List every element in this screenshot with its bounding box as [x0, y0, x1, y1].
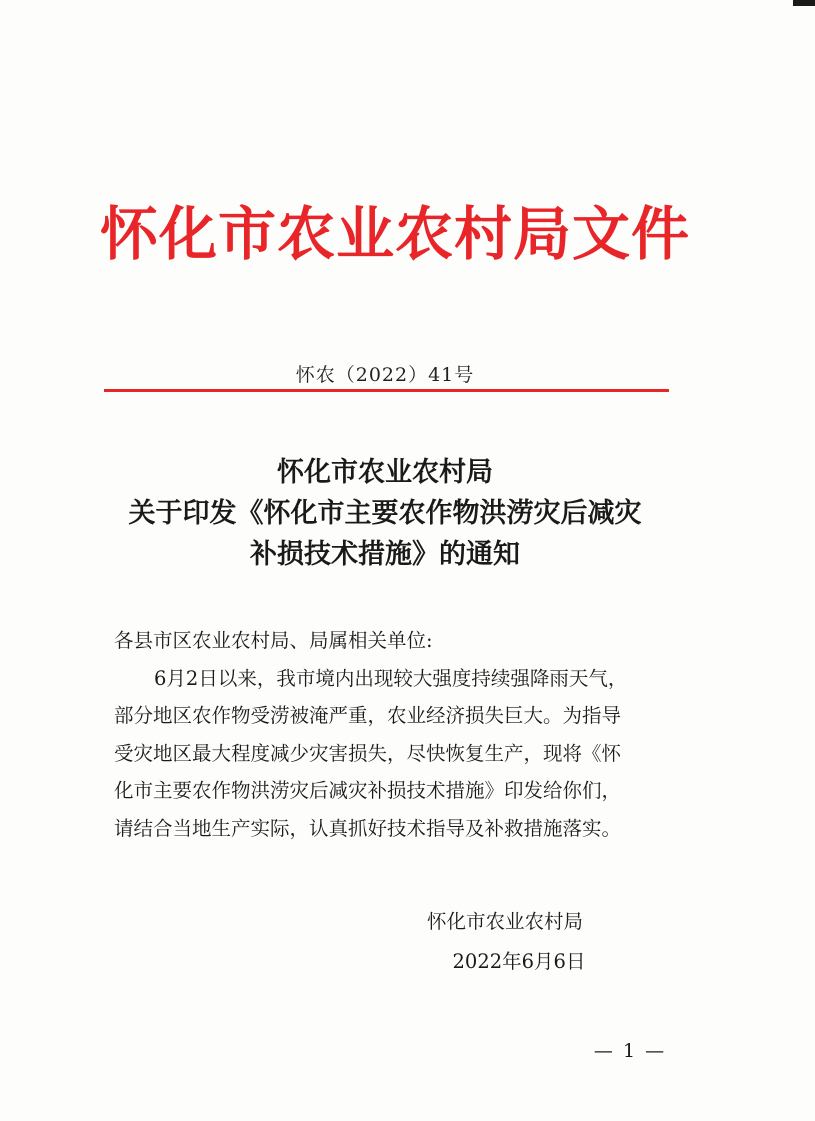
title-line-1: 怀化市农业农村局 [277, 457, 493, 488]
notice-body [114, 622, 674, 847]
red-divider-line [104, 389, 669, 392]
signature-organization: 怀化市农业农村局 [426, 910, 583, 933]
title-line-3: 补损技术措施》的通知 [250, 539, 520, 570]
paragraph-line-3: 受灾地区最大程度减少灾害损失，尽快恢复生产，现将《怀 [114, 741, 622, 765]
body-paragraph [114, 660, 674, 848]
paragraph-line-5: 请结合当地生产实际，认真抓好技术指导及补救措施落实。 [114, 816, 622, 840]
page-number: — 1 — [593, 1040, 667, 1062]
paragraph-line-2: 部分地区农作物受涝被淹严重，农业经济损失巨大。为指导 [114, 704, 622, 727]
signature-date: 2022年6月6日 [452, 950, 586, 973]
signature-block [395, 902, 615, 982]
salutation: 各县市区农业农村局、局属相关单位: [114, 629, 433, 652]
paragraph-line-4: 化市主要农作物洪涝灾后减灾补损技术措施》印发给你们， [114, 779, 622, 802]
paragraph-line-1: 6月2日以来，我市境内出现较大强度持续强降雨天气， [154, 666, 628, 690]
scan-corner-mark [793, 0, 815, 6]
agency-header-banner: 怀化市农业农村局文件 [100, 200, 691, 268]
notice-title [95, 452, 675, 575]
title-line-2: 关于印发《怀化市主要农作物洪涝灾后减灾 [128, 498, 642, 529]
document-number: 怀农（2022）41号 [295, 364, 475, 386]
